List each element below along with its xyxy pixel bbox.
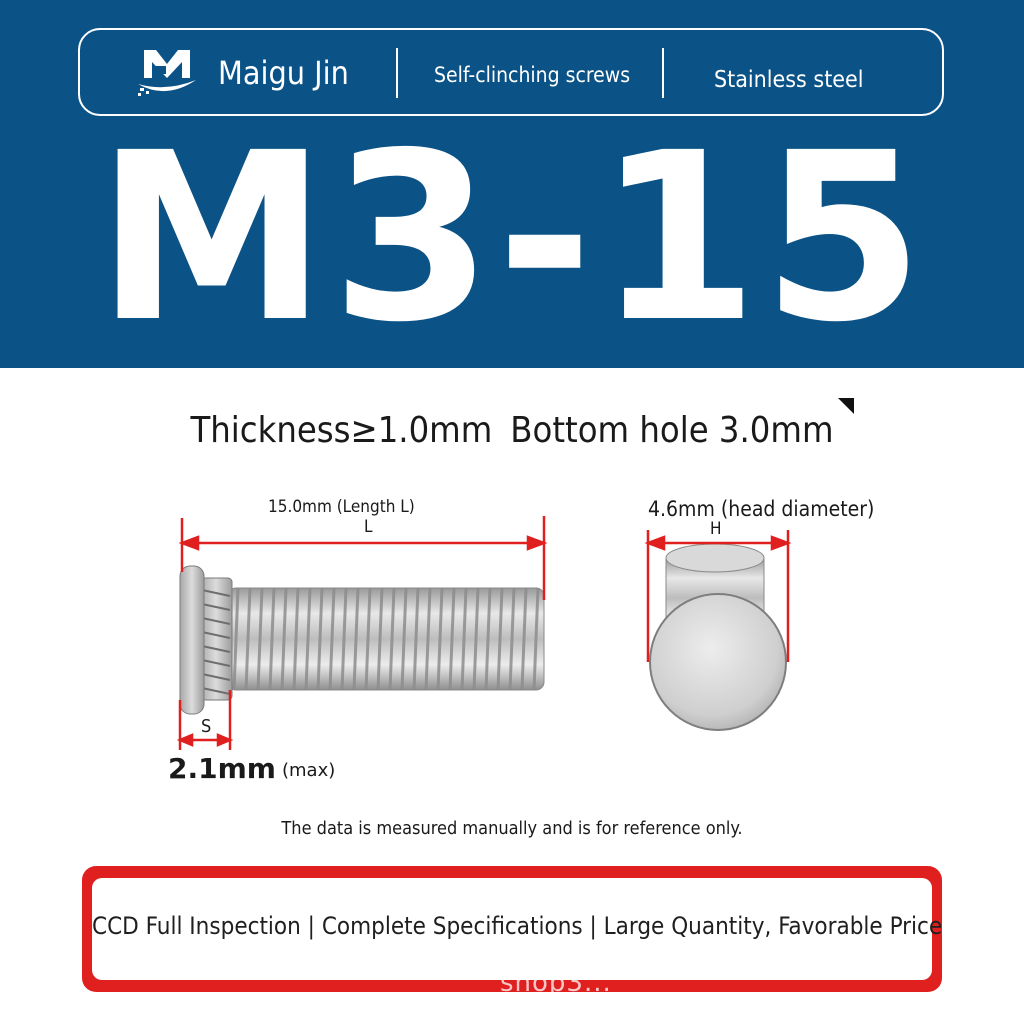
s-qualifier: (max) <box>282 760 336 781</box>
s-value: 2.1mm <box>168 752 276 785</box>
bottom-hole-spec: Bottom hole 3.0mm <box>510 410 834 451</box>
disclaimer-note: The data is measured manually and is for reference only. <box>281 818 743 839</box>
length-letter: L <box>364 517 373 537</box>
s-letter: S <box>201 716 212 737</box>
feature-banner-inner <box>92 878 943 980</box>
head-diameter-caption: 4.6mm (head diameter) <box>648 497 875 521</box>
length-caption: 15.0mm (Length L) <box>268 497 415 517</box>
feature-banner-text: CCD Full Inspection | Complete Specifications | Large Quantity, Favorable Price <box>92 912 943 940</box>
length-dimension-line <box>182 516 544 600</box>
watermark: shop3... <box>500 968 612 998</box>
screw-side-view <box>180 566 544 714</box>
head-letter: H <box>710 519 722 539</box>
thickness-spec: Thickness≥1.0mm <box>190 410 493 451</box>
model-number: M3-15 <box>96 103 928 373</box>
tagline-product: Self-clinching screws <box>434 63 631 87</box>
brand-name: Maigu Jin <box>218 54 349 92</box>
tagline-material: Stainless steel <box>714 67 864 93</box>
screw-head-view <box>650 544 786 730</box>
